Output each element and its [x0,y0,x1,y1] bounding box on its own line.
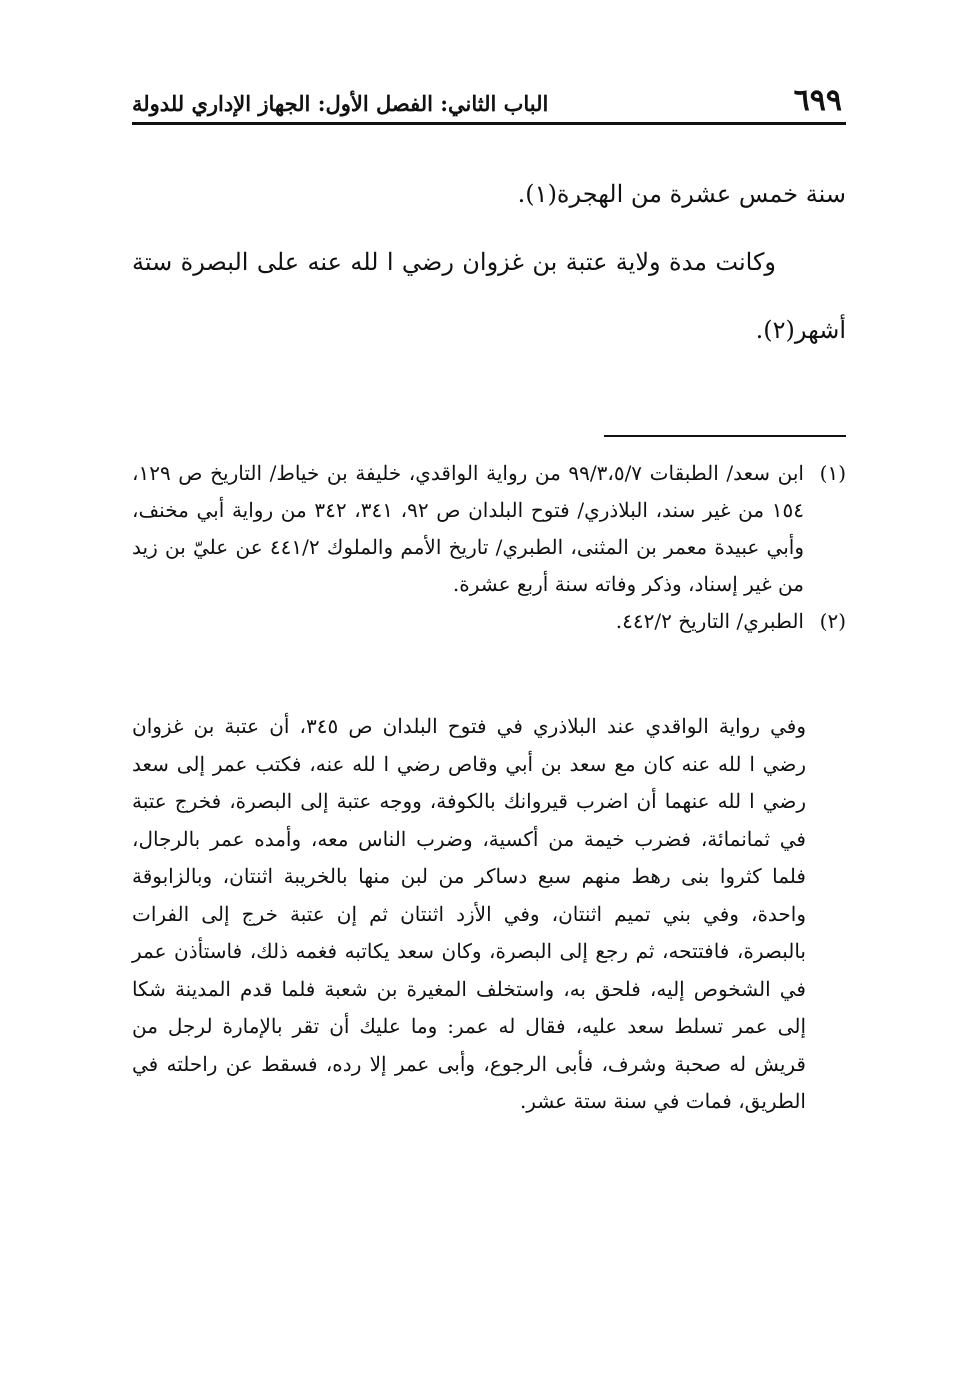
footnote-2-text: الطبري/ التاريخ ٤٤٢/٢. [615,609,804,633]
page-number: ٦٩٩ [793,83,842,118]
running-title: الباب الثاني: الفصل الأول: الجهاز الإداري للدولة [132,91,549,116]
footnotes [132,455,846,640]
footnote-2 [132,603,846,640]
footnote-addendum: وفي رواية الواقدي عند البلاذري في فتوح البلدان ص ٣٤٥، أن عتبة بن غزوان رضي ا لله عنه كان مع سعد بن أبي وقاص رضي ا لله عنه، فكتب عمر إلى سعد رضي ا لله عنهما أن اضرب قيروانك بالكوفة، ووجه عتبة إلى البصرة، فخرج عتبة في ثمانمائة، فضرب خيمة من أكسية، وضرب الناس معه، وأمده عمر بالرجال، فلما كثروا بنى رهط منهم سبع دساكر من لبن منها بالخريبة اثنتان، وبالزابوقة واحدة، وفي بني تميم اثنتان، وفي الأزد اثنتان ثم إن عتبة خرج إلى الفرات بالبصرة، فافتتحه، ثم رجع إلى البصرة، وكان سعد يكاتبه فغمه ذلك، فاستأذن عمر في الشخوص إليه، فلحق به، واستخلف المغيرة بن شعبة فلما قدم المدينة شكا إلى عمر تسلط سعد عليه، فقال له عمر: وما عليك أن تقر بالإمارة لرجل من قريش له صحبة وشرف، فأبى الرجوع، وأبى عمر إلا رده، فسقط عن راحلته في الطريق، فمات في سنة ستة عشر. [132,714,806,1113]
footnote-1-text: ابن سعد/ الطبقات ٩٩/٣،٥/٧ من رواية الواقدي، خليفة بن خياط/ التاريخ ص ١٢٩، ١٥٤ من غير سند، البلاذري/ فتوح البلدان ص ٩٢، ٣٤١، ٣٤٢ من رواية أبي مخنف، وأبي عبيدة معمر بن المثنى، الطبري/ تاريخ الأمم والملوك ٤٤١/٢ عن عليّ بن زيد من غير إسناد، وذكر وفاته سنة أربع عشرة. [132,461,805,596]
main-text [132,160,846,364]
page-header [132,82,846,122]
footnote-1 [132,455,846,603]
body-paragraph-2: وكانت مدة ولاية عتبة بن غزوان رضي ا لله عنه على البصرة ستة أشهر(٢). [132,248,846,344]
footnote-rule [604,435,846,437]
footnote-1-marker: (١) [819,461,846,485]
header-rule [132,122,846,125]
footnote-2-marker: (٢) [819,609,846,633]
body-paragraph-1: سنة خمس عشرة من الهجرة(١). [517,180,846,208]
